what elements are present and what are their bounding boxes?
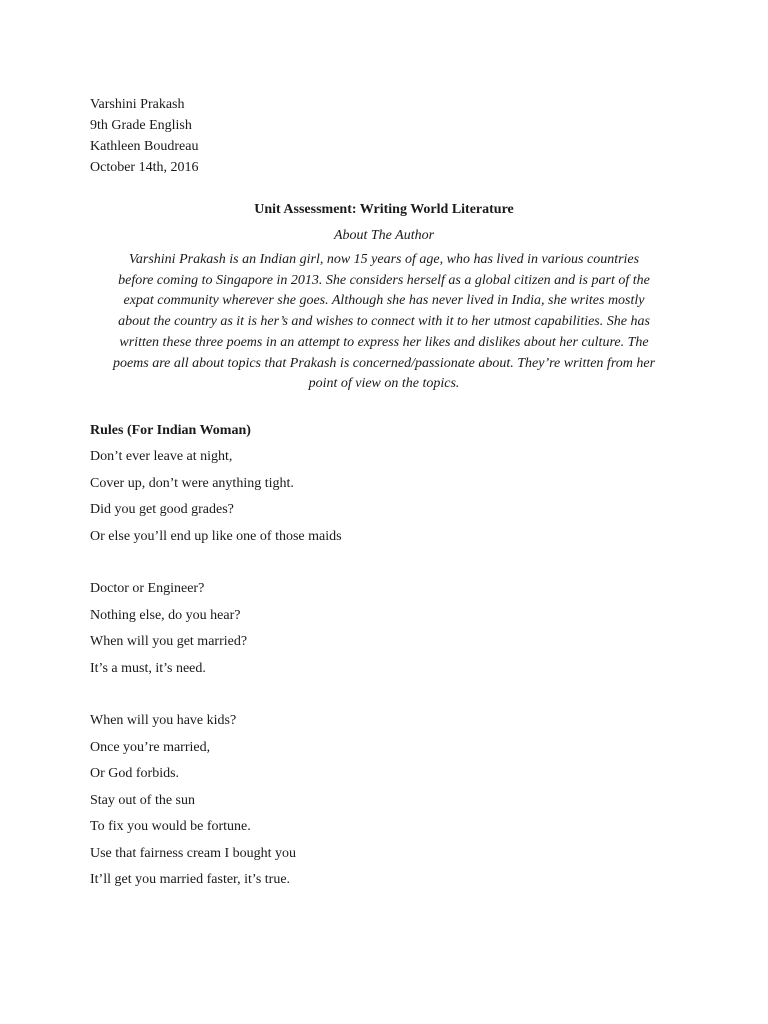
about-line: expat community wherever she goes. Although she has never lived in India, she writes mostly xyxy=(123,293,645,309)
poem-line: Cover up, don’t were anything tight. xyxy=(90,475,294,491)
author-name: Varshini Prakash xyxy=(90,97,185,112)
about-line: poems are all about topics that Prakash is concerned/passionate about. They’re written from her xyxy=(112,355,656,371)
poem-line: When will you get married? xyxy=(90,634,248,649)
poem-stanza-1 xyxy=(90,448,342,554)
poem-line: Use that fairness cream I bought you xyxy=(90,845,297,861)
poem-stanza-2 xyxy=(90,580,342,686)
poem-line: Stay out of the sun xyxy=(90,792,195,808)
poem-line: Don’t ever leave at night, xyxy=(90,449,233,464)
document-header xyxy=(90,94,198,178)
about-line: about the country as it is her’s and wishes to connect with it to her utmost capabilities. She has xyxy=(118,314,650,330)
poem-line: Doctor or Engineer? xyxy=(90,581,205,596)
about-line: Varshini Prakash is an Indian girl, now 15 years of age, who has lived in various countries xyxy=(128,252,640,267)
poem-body xyxy=(90,448,342,898)
poem-line: Nothing else, do you hear? xyxy=(90,607,241,623)
about-author-paragraph xyxy=(84,250,684,395)
poem-line: It’ll get you married faster, it’s true. xyxy=(90,872,291,887)
poem-title: Rules (For Indian Woman) xyxy=(90,423,251,438)
poem-line: When will you have kids? xyxy=(90,713,237,728)
poem-line: Did you get good grades? xyxy=(90,502,234,517)
poem-stanza-3 xyxy=(90,712,342,898)
course-name: 9th Grade English xyxy=(90,118,192,133)
document-date: October 14th, 2016 xyxy=(90,160,199,175)
about-author-heading: About The Author xyxy=(333,228,435,243)
about-line: before coming to Singapore in 2013. She considers herself as a global citizen and is part of the xyxy=(118,272,650,288)
about-line: point of view on the topics. xyxy=(308,376,460,392)
poem-line: Or else you’ll end up like one of those maids xyxy=(90,528,342,544)
about-line: written these three poems in an attempt to express her likes and dislikes about her culture. The xyxy=(119,334,649,350)
poem-line: Once you’re married, xyxy=(90,739,211,755)
document-title: Unit Assessment: Writing World Literature xyxy=(254,202,514,217)
poem-line: Or God forbids. xyxy=(90,766,180,781)
teacher-name: Kathleen Boudreau xyxy=(90,139,199,154)
poem-line: To fix you would be fortune. xyxy=(90,819,251,834)
poem-line: It’s a must, it’s need. xyxy=(90,660,206,676)
